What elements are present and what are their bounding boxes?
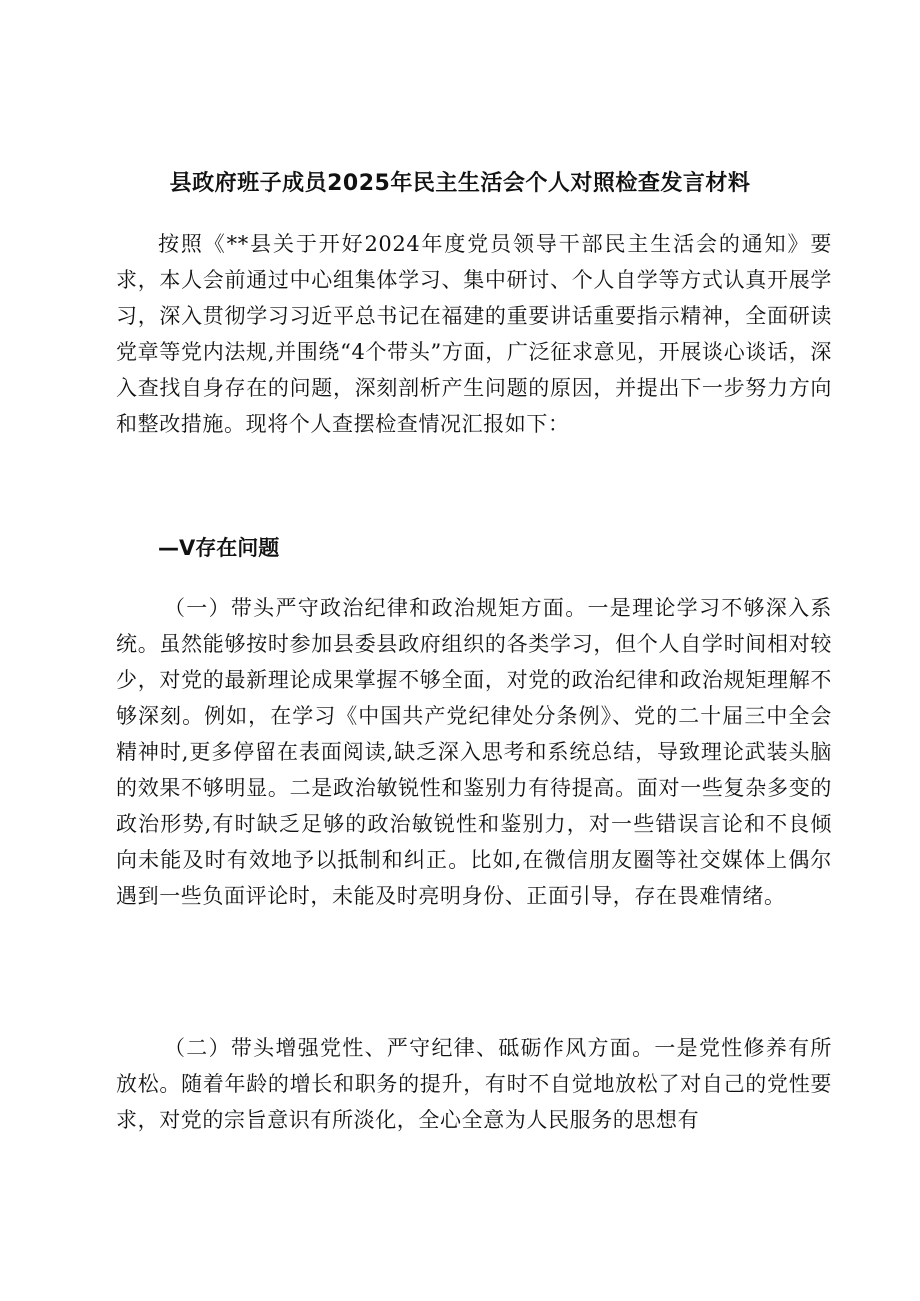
item-one-paragraph: （一）带头严守政治纪律和政治规矩方面。一是理论学习不够深入系统。虽然能够按时参加县委县政府组织的各类学习，但个人自学时间相对较少，对党的最新理论成果掌握不够全面，对党的政治纪律和政治规矩理解不够深刻。例如，在学习《中国共产党纪律处分条例》、党的二十届三中全会精神时,更多停留在表面阅读,缺乏深入思考和系统总结，导致理论武装头脑的效果不够明显。二是政治敏锐性和鉴别力有待提高。面对一些复杂多变的政治形势,有时缺乏足够的政治敏锐性和鉴别力，对一些错误言论和不良倾向未能及时有效地予以抵制和纠正。比如,在微信朋友圈等社交媒体上偶尔遇到一些负面评论时，未能及时亮明身份、正面引导，存在畏难情绪。 <box>116 596 832 908</box>
intro-paragraph: 按照《**县关于开好2024年度党员领导干部民主生活会的通知》要求，本人会前通过中心组集体学习、集中研讨、个人自学等方式认真开展学习，深入贯彻学习习近平总书记在福建的重要讲话重要指示精神，全面研读党章等党内法规,并围绕“4个带头”方面，广泛征求意见，开展谈心谈话，深入查找自身存在的问题，深刻剖析产生问题的原因，并提出下一步努力方向和整改措施。现将个人查摆检查情况汇报如下： <box>116 232 832 436</box>
section-heading: —V存在问题 <box>158 536 280 560</box>
item-two-paragraph: （二）带头增强党性、严守纪律、砥砺作风方面。一是党性修养有所放松。随着年龄的增长和职务的提升，有时不自觉地放松了对自己的党性要求，对党的宗旨意识有所淡化，全心全意为人民服务的思想有 <box>116 1036 832 1132</box>
document-title: 县政府班子成员2025年民主生活会个人对照检查发言材料 <box>169 171 751 196</box>
